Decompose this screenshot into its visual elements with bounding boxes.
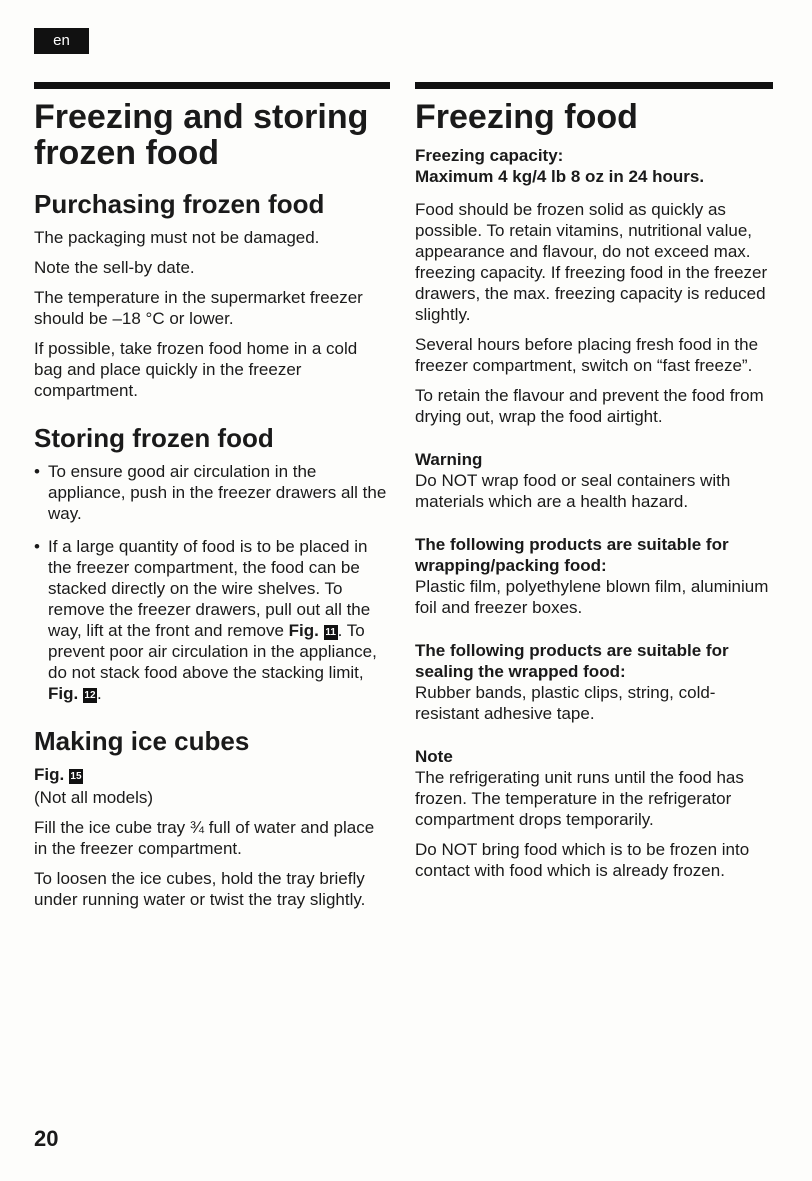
figure-number-badge: 11	[325, 627, 336, 638]
note-paragraph: The refrigerating unit runs until the food has frozen. The temperature in the refrigerator compartment drops temporarily.	[415, 768, 744, 829]
warning-label: Warning	[415, 450, 483, 469]
figure-reference: Fig.	[34, 765, 65, 784]
sealing-text: Rubber bands, plastic clips, string, cold-resistant adhesive tape.	[415, 683, 716, 723]
language-badge: en	[34, 28, 89, 54]
right-column	[415, 82, 773, 890]
figure-reference: Fig.	[288, 621, 319, 640]
storing-list	[34, 461, 390, 704]
ice-heading: Making ice cubes	[34, 726, 250, 756]
capacity-value: Maximum 4 kg/4 lb 8 oz in 24 hours.	[415, 167, 705, 186]
body-paragraph: Several hours before placing fresh food in the freezer compartment, switch on “fast freeze”.	[415, 335, 759, 375]
bullet-text: If a large quantity of food is to be placed in the freezer compartment, the food can be stacked directly on the wire shelves. To remove the freezer drawers, pull out all the way, lift at the front and remove	[48, 537, 371, 640]
figure-number-badge: 12	[84, 690, 96, 701]
figure-reference: Fig.	[48, 684, 79, 703]
bullet-text: .	[96, 684, 102, 703]
storing-heading: Storing frozen food	[34, 423, 274, 453]
purchasing-heading: Purchasing frozen food	[34, 189, 325, 219]
capacity-label: Freezing capacity:	[415, 146, 564, 165]
body-paragraph: To retain the flavour and prevent the food from drying out, wrap the food airtight.	[415, 386, 764, 426]
list-item	[34, 536, 390, 704]
page-number: 20	[34, 1126, 59, 1151]
note-label: Note	[415, 747, 453, 766]
note-paragraph: Do NOT bring food which is to be frozen into contact with food which is already frozen.	[415, 840, 750, 880]
bullet-icon: •	[34, 462, 40, 481]
warning-text: Do NOT wrap food or seal containers with materials which are a health hazard.	[415, 471, 731, 511]
wrapping-text: Plastic film, polyethylene blown film, aluminium foil and freezer boxes.	[415, 577, 769, 617]
page-title: Freezing and storing frozen food	[34, 98, 369, 172]
bullet-text: To ensure good air circulation in the appliance, push in the freezer drawers all the way.	[48, 462, 387, 523]
figure-number-badge: 15	[70, 771, 82, 782]
wrapping-label: The following products are suitable for wrapping/packing food:	[415, 535, 729, 575]
body-paragraph: Food should be frozen solid as quickly as possible. To retain vitamins, nutritional value, appearance and flavour, do not exceed max. freezing capacity. If freezing food in the freezer drawers, the max. freezing capacity is reduced slightly.	[415, 200, 768, 324]
bullet-icon: •	[34, 537, 40, 556]
ice-paragraph: Fill the ice cube tray ¾ full of water and place in the freezer compartment.	[34, 818, 375, 858]
purchasing-paragraph: The packaging must not be damaged.	[34, 228, 320, 247]
ice-note: (Not all models)	[34, 788, 154, 807]
bullet-text: . To prevent poor air circulation in the appliance, do not stack food above the stacking limit,	[48, 621, 377, 682]
ice-paragraph: To loosen the ice cubes, hold the tray briefly under running water or twist the tray slightly.	[34, 869, 366, 909]
purchasing-paragraph: If possible, take frozen food home in a cold bag and place quickly in the freezer compartment.	[34, 339, 358, 400]
ice-figure-line	[34, 764, 390, 785]
list-item	[34, 461, 390, 524]
sealing-label: The following products are suitable for sealing the wrapped food:	[415, 641, 729, 681]
section-title: Freezing food	[415, 98, 638, 136]
purchasing-paragraph: The temperature in the supermarket freezer should be –18 °C or lower.	[34, 288, 363, 328]
section-rule	[34, 82, 390, 89]
section-rule	[415, 82, 773, 89]
left-column	[34, 82, 390, 919]
purchasing-paragraph: Note the sell-by date.	[34, 258, 195, 277]
